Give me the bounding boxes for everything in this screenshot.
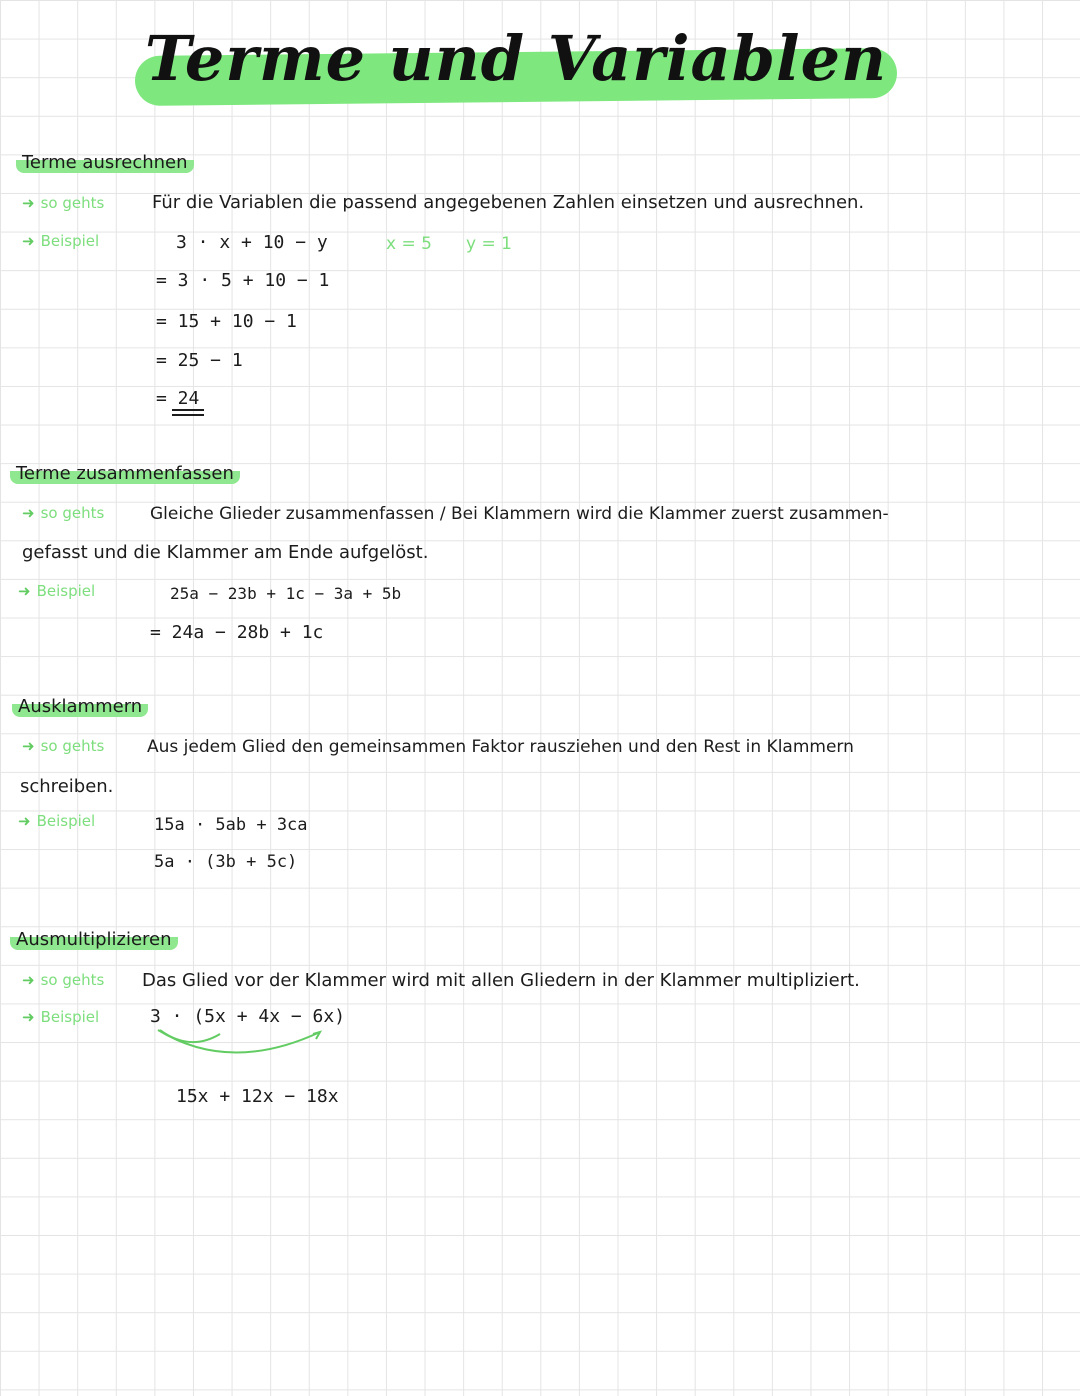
example-line: 3 · x + 10 − y: [176, 232, 328, 253]
example-line: 3 · (5x + 4x − 6x): [150, 1006, 346, 1027]
arrow-icon: ➜: [22, 232, 35, 250]
arrow-icon: ➜: [22, 737, 35, 755]
arrow-icon: ➜: [18, 812, 31, 830]
result-line: 15x + 12x − 18x: [176, 1086, 339, 1107]
so-gehts-label: ➜ so gehts: [22, 194, 105, 212]
so-gehts-label: ➜ so gehts: [22, 504, 105, 522]
double-underline: [172, 409, 204, 416]
result-line: = 24a − 28b + 1c: [150, 622, 324, 643]
so-gehts-text: Für die Variablen die passend angegebenen Zahlen einsetzen und ausrechnen.: [152, 192, 865, 213]
arrow-icon: ➜: [22, 1008, 35, 1026]
heading-terme-ausrechnen: Terme ausrechnen: [16, 152, 194, 173]
arrow-icon: ➜: [22, 504, 35, 522]
arrow-icon: ➜: [22, 194, 35, 212]
heading-ausklammern: Ausklammern: [12, 696, 148, 717]
heading-ausmultiplizieren: Ausmultiplizieren: [10, 929, 178, 950]
example-line: 25a − 23b + 1c − 3a + 5b: [170, 584, 402, 603]
so-gehts-label: ➜ so gehts: [22, 737, 105, 755]
page-title: Terme und Variablen: [144, 22, 888, 95]
example-line: = 25 − 1: [156, 350, 243, 371]
heading-terme-zusammenfassen: Terme zusammenfassen: [10, 463, 240, 484]
beispiel-label: ➜ Beispiel: [18, 812, 96, 830]
example-line: = 15 + 10 − 1: [156, 311, 297, 332]
distribution-arrows: [150, 1024, 340, 1068]
beispiel-label: ➜ Beispiel: [18, 582, 96, 600]
given-y: y = 1: [466, 234, 512, 254]
beispiel-label: ➜ Beispiel: [22, 232, 100, 250]
so-gehts-text: Aus jedem Glied den gemeinsammen Faktor rausziehen und den Rest in Klammern: [147, 737, 854, 757]
example-line: 15a · 5ab + 3ca: [154, 815, 308, 835]
result-line: 5a · (3b + 5c): [154, 852, 298, 872]
so-gehts-label: ➜ so gehts: [22, 971, 105, 989]
example-line: = 3 · 5 + 10 − 1: [156, 270, 330, 291]
arrow-icon: ➜: [22, 971, 35, 989]
so-gehts-text: Das Glied vor der Klammer wird mit allen Gliedern in der Klammer multipliziert.: [142, 970, 860, 991]
result-line: = 24: [156, 388, 200, 409]
so-gehts-text: schreiben.: [20, 776, 114, 797]
arrow-icon: ➜: [18, 582, 31, 600]
so-gehts-text: Gleiche Glieder zusammenfassen / Bei Klammern wird die Klammer zuerst zusammen-: [150, 504, 889, 524]
so-gehts-text: gefasst und die Klammer am Ende aufgelöst.: [22, 542, 429, 563]
given-x: x = 5: [386, 234, 432, 254]
beispiel-label: ➜ Beispiel: [22, 1008, 100, 1026]
